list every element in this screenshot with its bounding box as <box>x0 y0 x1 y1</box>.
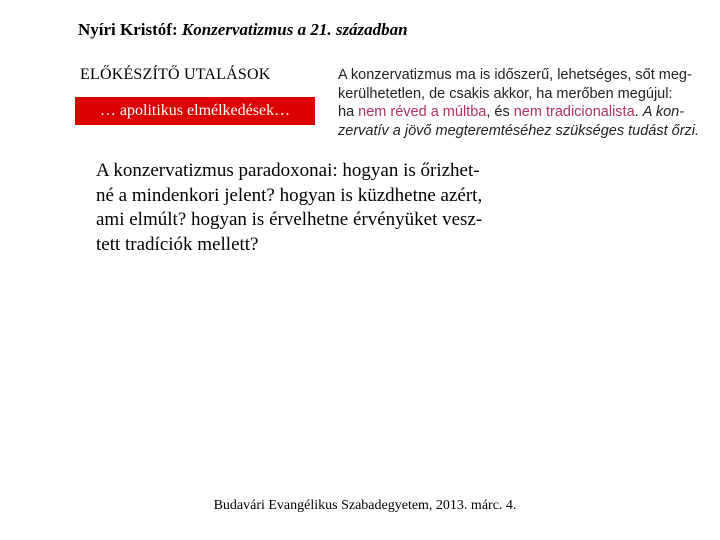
page-title <box>78 20 408 40</box>
footer-text: Budavári Evangélikus Szabadegyetem, 2013. márc. 4. <box>213 498 517 513</box>
intro-text-start: ha <box>338 104 359 120</box>
author-name: Nyíri Kristóf: <box>78 20 178 39</box>
question-line-1: A konzervatizmus paradoxonai: hogyan is őrizhet- <box>96 160 480 181</box>
intro-text-after: . <box>634 104 643 120</box>
highlight-phrase-2: nem tradicionalista <box>513 104 635 120</box>
section-heading: ELŐKÉSZÍTŐ UTALÁSOK <box>80 66 271 83</box>
intro-italic-2: zervatív a jövő megteremtéséhez szükséges tudást őrzi. <box>338 122 700 139</box>
question-line-2: né a mindenkori jelent? hogyan is küzdhetne azért, <box>96 184 483 206</box>
intro-italic-1: A kon- <box>642 104 685 120</box>
intro-line-4 <box>338 122 716 141</box>
highlight-text: … apolitikus elmélkedések… <box>99 102 291 119</box>
question-line-4: tett tradíciók mellett? <box>96 233 259 255</box>
intro-paragraph <box>338 66 716 140</box>
work-title: Konzervatizmus a 21. században <box>181 20 408 39</box>
intro-line-2: kerülhetetlen, de csakis akkor, ha merőben megújul: <box>338 85 673 102</box>
intro-line-1: A konzervatizmus ma is időszerű, lehetséges, sőt meg- <box>338 67 692 83</box>
main-question-paragraph <box>96 159 516 257</box>
intro-text-mid: , és <box>486 104 514 120</box>
intro-line-3 <box>338 103 716 122</box>
highlight-phrase-1: nem réved a múltba <box>358 104 487 120</box>
highlight-bar <box>75 97 315 125</box>
question-line-3: ami elmúlt? hogyan is érvelhetne érvényüket vesz- <box>96 209 483 230</box>
